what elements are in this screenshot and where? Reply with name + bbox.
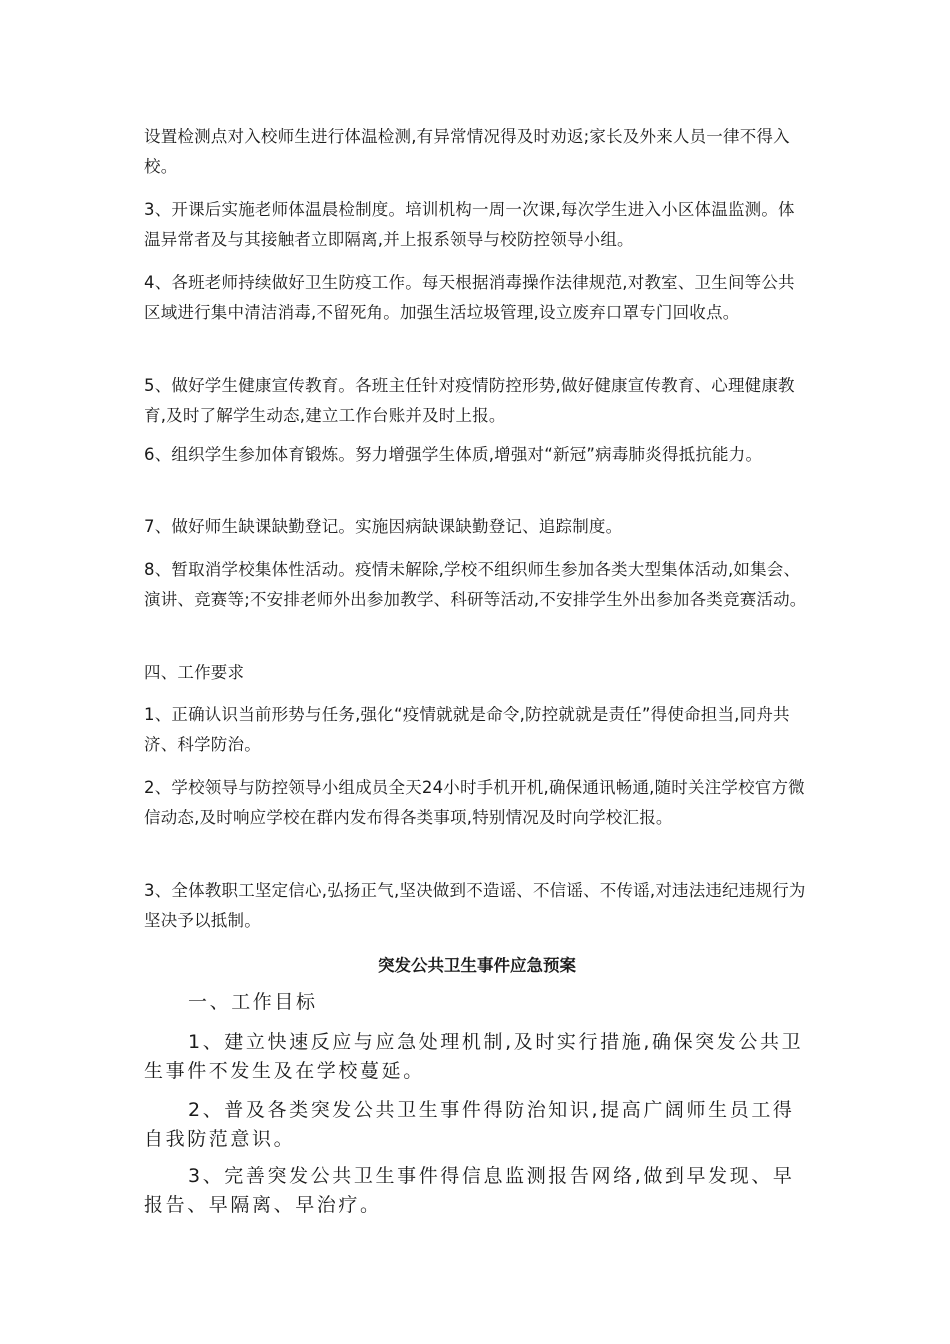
paragraph-item-6: 6、组织学生参加体育锻炼。努力增强学生体质,增强对“新冠”病毒肺炎得抵抗能力。 (144, 445, 763, 464)
paragraph-item-5: 5、做好学生健康宣传教育。各班主任针对疫情防控形势,做好健康宣传教育、心理健康教育,及时了解学生动态,建立工作台账并及时上报。 (144, 376, 795, 425)
paragraph-entry-check: 设置检测点对入校师生进行体温检测,有异常情况得及时劝返;家长及外来人员一律不得入校。 (144, 127, 790, 176)
section-heading-work-requirements: 四、工作要求 (144, 663, 245, 682)
requirement-item-1: 1、正确认识当前形势与任务,强化“疫情就就是命令,防控就就是责任”得使命担当,同舟共济、科学防治。 (144, 705, 790, 754)
requirement-item-3: 3、全体教职工坚定信心,弘扬正气,坚决做到不造谣、不信谣、不传谣,对违法违纪违规行为坚决予以抵制。 (144, 881, 806, 930)
requirement-item-2: 2、学校领导与防控领导小组成员全天24小时手机开机,确保通讯畅通,随时关注学校官方微信动态,及时响应学校在群内发布得各类事项,特别情况及时向学校汇报。 (144, 778, 805, 827)
paragraph-item-3: 3、开课后实施老师体温晨检制度。培训机构一周一次课,每次学生进入小区体温监测。体温异常者及与其接触者立即隔离,并上报系领导与校防控领导小组。 (144, 200, 795, 249)
section-heading-work-goals: 一、工作目标 (188, 991, 318, 1013)
paragraph-item-8: 8、暂取消学校集体性活动。疫情未解除,学校不组织师生参加各类大型集体活动,如集会、演讲、竞赛等;不安排老师外出参加教学、科研等活动,不安排学生外出参加各类竞赛活动。 (144, 560, 807, 609)
plan-title: 突发公共卫生事件应急预案 (378, 956, 576, 975)
paragraph-item-4: 4、各班老师持续做好卫生防疫工作。每天根据消毒操作法律规范,对教室、卫生间等公共区域进行集中清洁消毒,不留死角。加强生活垃圾管理,设立废弃口罩专门回收点。 (144, 273, 795, 322)
goal-item-2: 2、普及各类突发公共卫生事件得防治知识,提高广阔师生员工得自我防范意识。 (144, 1099, 795, 1150)
goal-item-1: 1、建立快速反应与应急处理机制,及时实行措施,确保突发公共卫生事件不发生及在学校蔓延。 (144, 1031, 804, 1082)
goal-item-3: 3、完善突发公共卫生事件得信息监测报告网络,做到早发现、早报告、早隔离、早治疗。 (144, 1165, 795, 1216)
paragraph-item-7: 7、做好师生缺课缺勤登记。实施因病缺课缺勤登记、追踪制度。 (144, 517, 623, 536)
